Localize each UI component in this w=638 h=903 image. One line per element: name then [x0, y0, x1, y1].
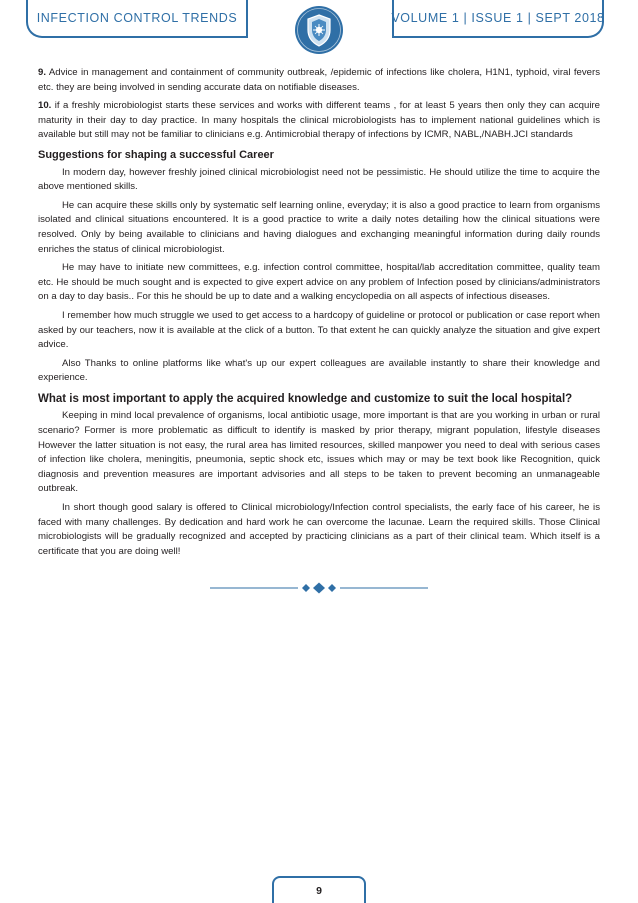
header-issue-info	[392, 0, 604, 38]
journal-title-text: INFECTION CONTROL TRENDS	[36, 11, 238, 25]
paragraph: I remember how much struggle we used to get access to a hardcopy of guideline or protocol or publication or case report when asked by our teachers, now it is available at the click of a button. To that extent he can quickly analyze the situation and give expert advice.	[38, 309, 600, 351]
section-heading-apply-knowledge: What is most important to apply the acquired knowledge and customize to suit the local hospital?	[38, 392, 573, 405]
divider-ornament-icon	[210, 582, 428, 594]
list-item-10	[38, 99, 600, 143]
article-body	[38, 66, 600, 563]
issue-info-text: VOLUME 1 | ISSUE 1 | SEPT 2018	[391, 11, 605, 25]
paragraph: In short though good salary is offered to Clinical microbiology/Infection control specialists, the early face of his career, he is faced with many challenges. By dedication and hard work he can overcome the lacunae. Learn the required skills. Those Clinical microbiologists will be gradually recognized and accepted by practicing clinicians as a part of their clinical team. Which itself is a certificate that you are doing well!	[38, 502, 600, 557]
shield-logo-icon	[290, 4, 348, 56]
paragraph: He may have to initiate new committees, e.g. infection control committee, hospital/lab accreditation committee, quality team etc. He should be much sought and is expected to give expert advice on any problem of Infection posed by clinicians/administrators on a day to day basis.. For this he should be up to date and a walking encyclopedia on all aspects of infectious diseases.	[38, 262, 600, 303]
section-heading-career: Suggestions for shaping a successful Career	[38, 148, 274, 161]
page-number-box	[272, 876, 366, 903]
item-text: if a freshly microbiologist starts these services and works with different teams , for at least 5 years then only they can acquire maturity in their day to day practice. In many hospitals the clinical microbiologists has to implement national guidelines which is available but still may not be familiar to clinicians e.g. Antimicrobial therapy of infections by ICMR, NABL,/NABH.JCI standards	[38, 100, 600, 141]
paragraph: He can acquire these skills only by systematic self learning online, everyday; it is also a good practice to learn from organisms isolated and clinical situations encountered. It is a good practice to write a daily notes detailing how the clinical situations were resolved. Only by being available to clinicians and having dialogues and exchanging meaningful information during daily rounds enriches the status of clinical microbiologist.	[38, 199, 600, 255]
paragraph: Keeping in mind local prevalence of organisms, local antibiotic usage, more important is that are you working in urban or rural scenario? Former is more problematic as difficult to identify is masked by prior therapy, migrant population, lifestyle diseases However the latter situation is not easy, the rural area has limited resources, skilled manpower you need to deal with serious cases of infection like cholera, meningitis, pneumonia, septic shock etc, issues which may or may be text book like Recognition, quick diagnosis and prevention measures are important advisories and all steps to be taken to prevent becoming an unmanageable outbreak.	[38, 410, 600, 495]
page-number: 9	[316, 884, 322, 897]
item-text: Advice in management and containment of community outbreak, /epidemic of infections like cholera, H1N1, typhoid, viral fevers etc. they are being involved in sending accurate data on notifiable diseases.	[38, 67, 601, 93]
list-item-9	[38, 66, 600, 95]
paragraph: Also Thanks to online platforms like what's up our expert colleagues are available instantly to share their knowledge and experience.	[38, 357, 600, 384]
paragraph: In modern day, however freshly joined clinical microbiologist need not be pessimistic. He should utilize the time to acquire the above mentioned skills.	[38, 166, 600, 193]
item-number: 9.	[38, 67, 47, 78]
item-number: 10.	[38, 100, 52, 112]
header-journal-title	[26, 0, 248, 38]
